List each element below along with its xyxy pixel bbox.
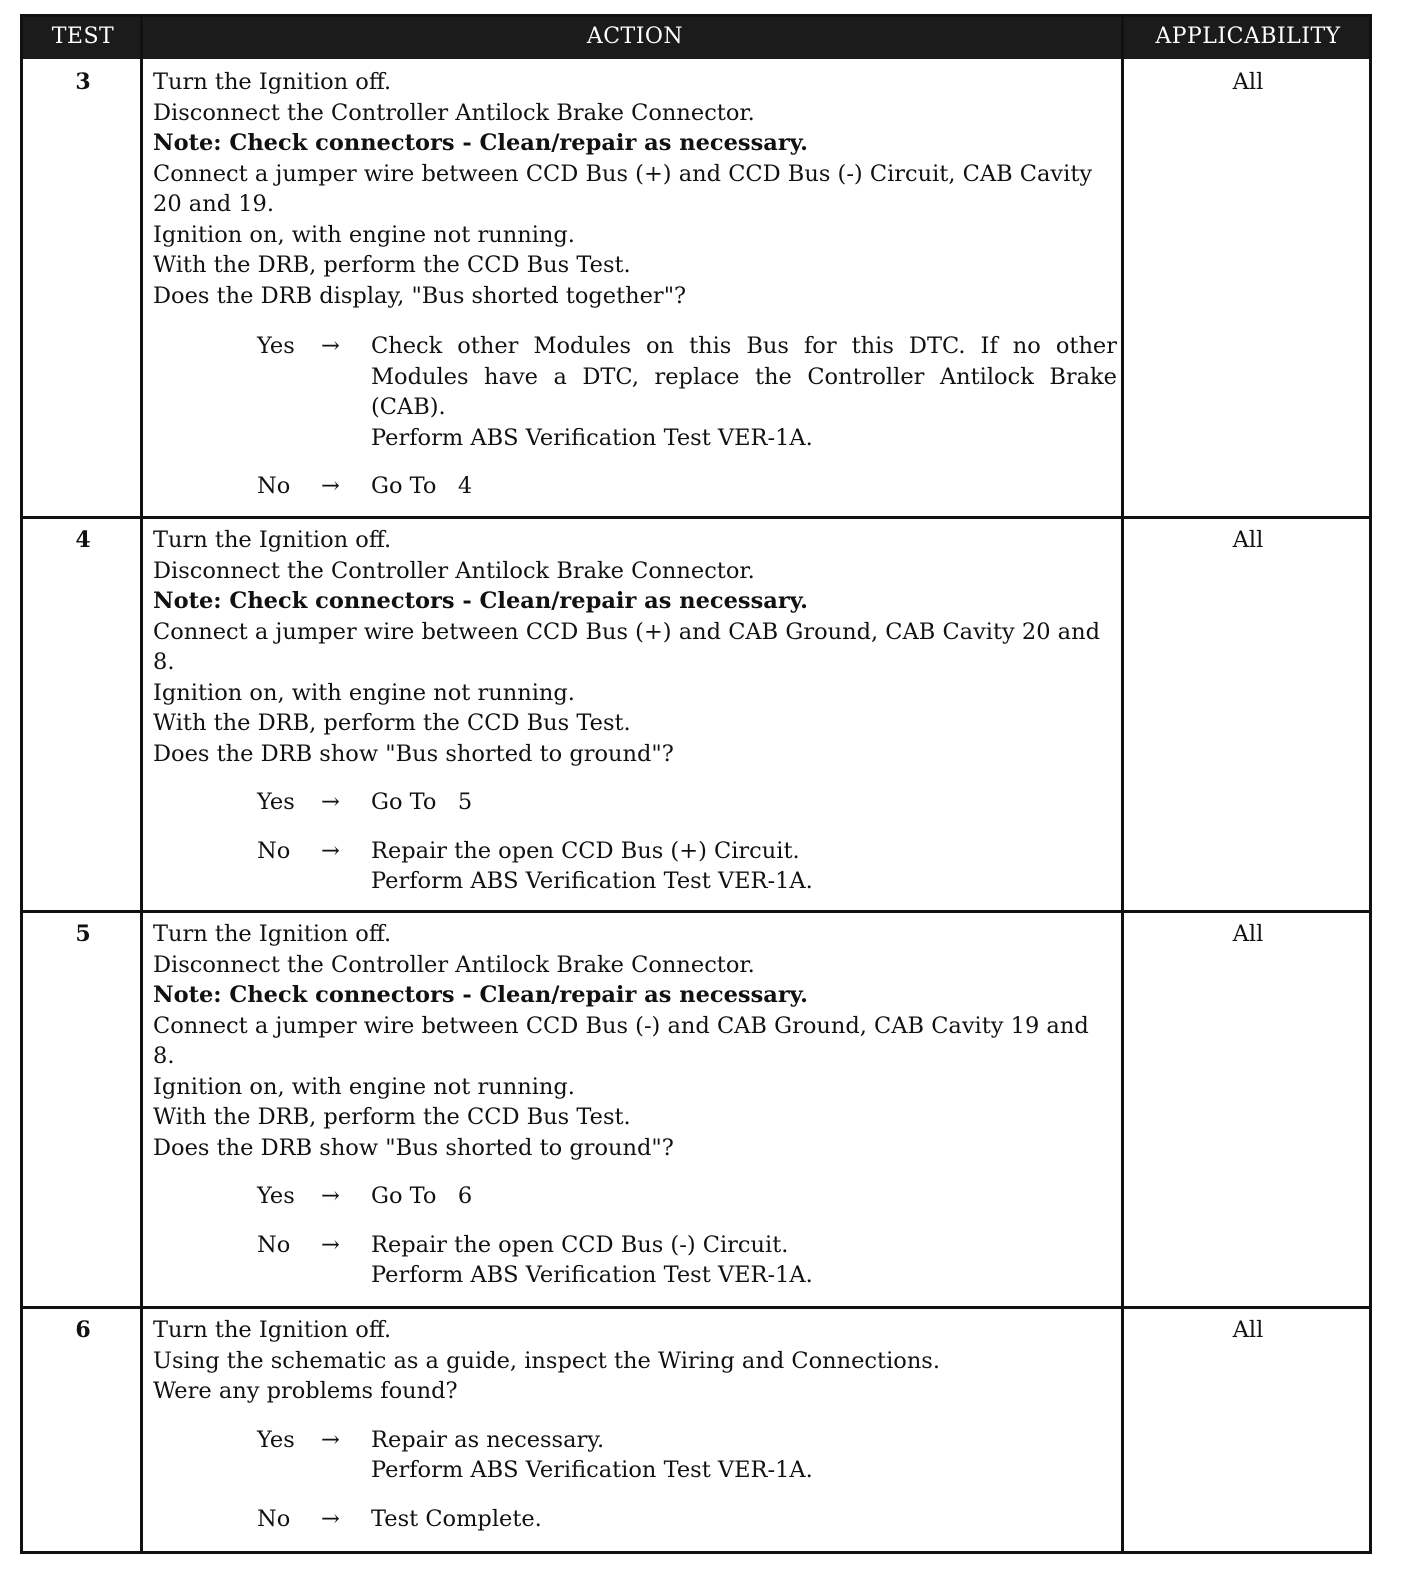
yes-label: Yes — [257, 789, 295, 815]
arrow-icon: → — [321, 1183, 340, 1209]
test-number: 3 — [75, 69, 91, 95]
note: Note: Check connectors - Clean/repair as necessary. — [153, 130, 808, 156]
step: With the DRB, perform the CCD Bus Test. — [153, 1104, 631, 1130]
step: Ignition on, with engine not running. — [153, 679, 575, 706]
step: Turn the Ignition off. — [153, 1317, 392, 1343]
step: Turn the Ignition off. — [153, 527, 392, 553]
step: Turn the Ignition off. — [153, 921, 392, 947]
no-result: Repair the open CCD Bus (+) Circuit. — [371, 837, 800, 864]
no-result: Test Complete. — [371, 1505, 542, 1532]
yes-result: Go To 5 — [371, 789, 473, 815]
no-branch — [257, 1504, 1117, 1535]
step: Does the DRB display, "Bus shorted together"? — [153, 282, 687, 309]
table-header — [23, 17, 1369, 59]
no-result: Repair the open CCD Bus (-) Circuit. — [371, 1231, 789, 1258]
applicability: All — [1232, 1317, 1264, 1343]
no-branch — [257, 1230, 1117, 1291]
step: Disconnect the Controller Antilock Brake Connector. — [153, 951, 755, 978]
step: Connect a jumper wire between CCD Bus (+) and CCD Bus (-) Circuit, CAB Cavity 20 and 19. — [153, 160, 1093, 217]
test-row — [23, 911, 1369, 1307]
step: Disconnect the Controller Antilock Brake Connector. — [153, 557, 755, 584]
header-test: TEST — [51, 24, 115, 49]
action-cell — [153, 525, 1117, 897]
step: Turn the Ignition off. — [153, 69, 392, 95]
yes-label: Yes — [257, 1426, 295, 1453]
no-label: No — [257, 473, 291, 499]
yes-branch — [257, 331, 1117, 453]
step: Were any problems found? — [153, 1378, 458, 1404]
step: Does the DRB show "Bus shorted to ground"? — [153, 740, 674, 767]
test-number: 4 — [75, 527, 91, 553]
arrow-icon: → — [321, 837, 340, 864]
header-applicability: APPLICABILITY — [1155, 24, 1341, 49]
yes-result: Go To 6 — [371, 1183, 473, 1209]
arrow-icon: → — [321, 333, 340, 359]
arrow-icon: → — [321, 1231, 340, 1258]
test-number: 6 — [75, 1317, 91, 1343]
action-cell — [153, 67, 1117, 502]
step: Connect a jumper wire between CCD Bus (-) and CAB Ground, CAB Cavity 19 and 8. — [153, 1012, 1089, 1069]
no-branch — [257, 471, 1117, 502]
yes-result-2: Perform ABS Verification Test VER-1A. — [371, 424, 813, 451]
yes-label: Yes — [257, 1183, 295, 1209]
yes-label: Yes — [257, 333, 295, 359]
diagnostic-table — [20, 14, 1372, 1554]
action-cell — [153, 1315, 1117, 1534]
yes-result: Check other Modules on this Bus for this DTC. If no other Modules have a DTC, replace the Controller Antilock Brake (CAB). — [371, 333, 1117, 420]
no-label: No — [257, 1231, 291, 1258]
arrow-icon: → — [321, 1505, 340, 1532]
arrow-icon: → — [321, 473, 340, 499]
header-action: ACTION — [586, 24, 684, 49]
yes-result-2: Perform ABS Verification Test VER-1A. — [371, 1457, 813, 1483]
step: Does the DRB show "Bus shorted to ground"? — [153, 1134, 674, 1161]
note: Note: Check connectors - Clean/repair as necessary. — [153, 588, 808, 614]
step: With the DRB, perform the CCD Bus Test. — [153, 710, 631, 736]
arrow-icon: → — [321, 1426, 340, 1453]
action-cell — [153, 919, 1117, 1291]
no-result-2: Perform ABS Verification Test VER-1A. — [371, 1262, 813, 1288]
step: Ignition on, with engine not running. — [153, 1073, 575, 1100]
applicability: All — [1232, 527, 1264, 553]
arrow-icon: → — [321, 789, 340, 815]
step: Ignition on, with engine not running. — [153, 221, 575, 248]
step: Using the schematic as a guide, inspect the Wiring and Connections. — [153, 1347, 941, 1374]
note: Note: Check connectors - Clean/repair as necessary. — [153, 982, 808, 1008]
test-row — [23, 517, 1369, 911]
no-label: No — [257, 837, 291, 864]
no-result-2: Perform ABS Verification Test VER-1A. — [371, 868, 813, 894]
no-branch — [257, 836, 1117, 897]
no-label: No — [257, 1505, 291, 1532]
test-row — [23, 1307, 1369, 1551]
step: Disconnect the Controller Antilock Brake Connector. — [153, 99, 755, 126]
step: With the DRB, perform the CCD Bus Test. — [153, 252, 631, 278]
applicability: All — [1232, 69, 1264, 95]
test-row — [23, 59, 1369, 517]
yes-branch — [257, 787, 1117, 818]
no-result: Go To 4 — [371, 473, 473, 499]
applicability: All — [1232, 921, 1264, 947]
test-number: 5 — [75, 921, 91, 947]
step: Connect a jumper wire between CCD Bus (+) and CAB Ground, CAB Cavity 20 and 8. — [153, 618, 1100, 675]
yes-result: Repair as necessary. — [371, 1426, 605, 1453]
yes-branch — [257, 1181, 1117, 1212]
yes-branch — [257, 1425, 1117, 1486]
